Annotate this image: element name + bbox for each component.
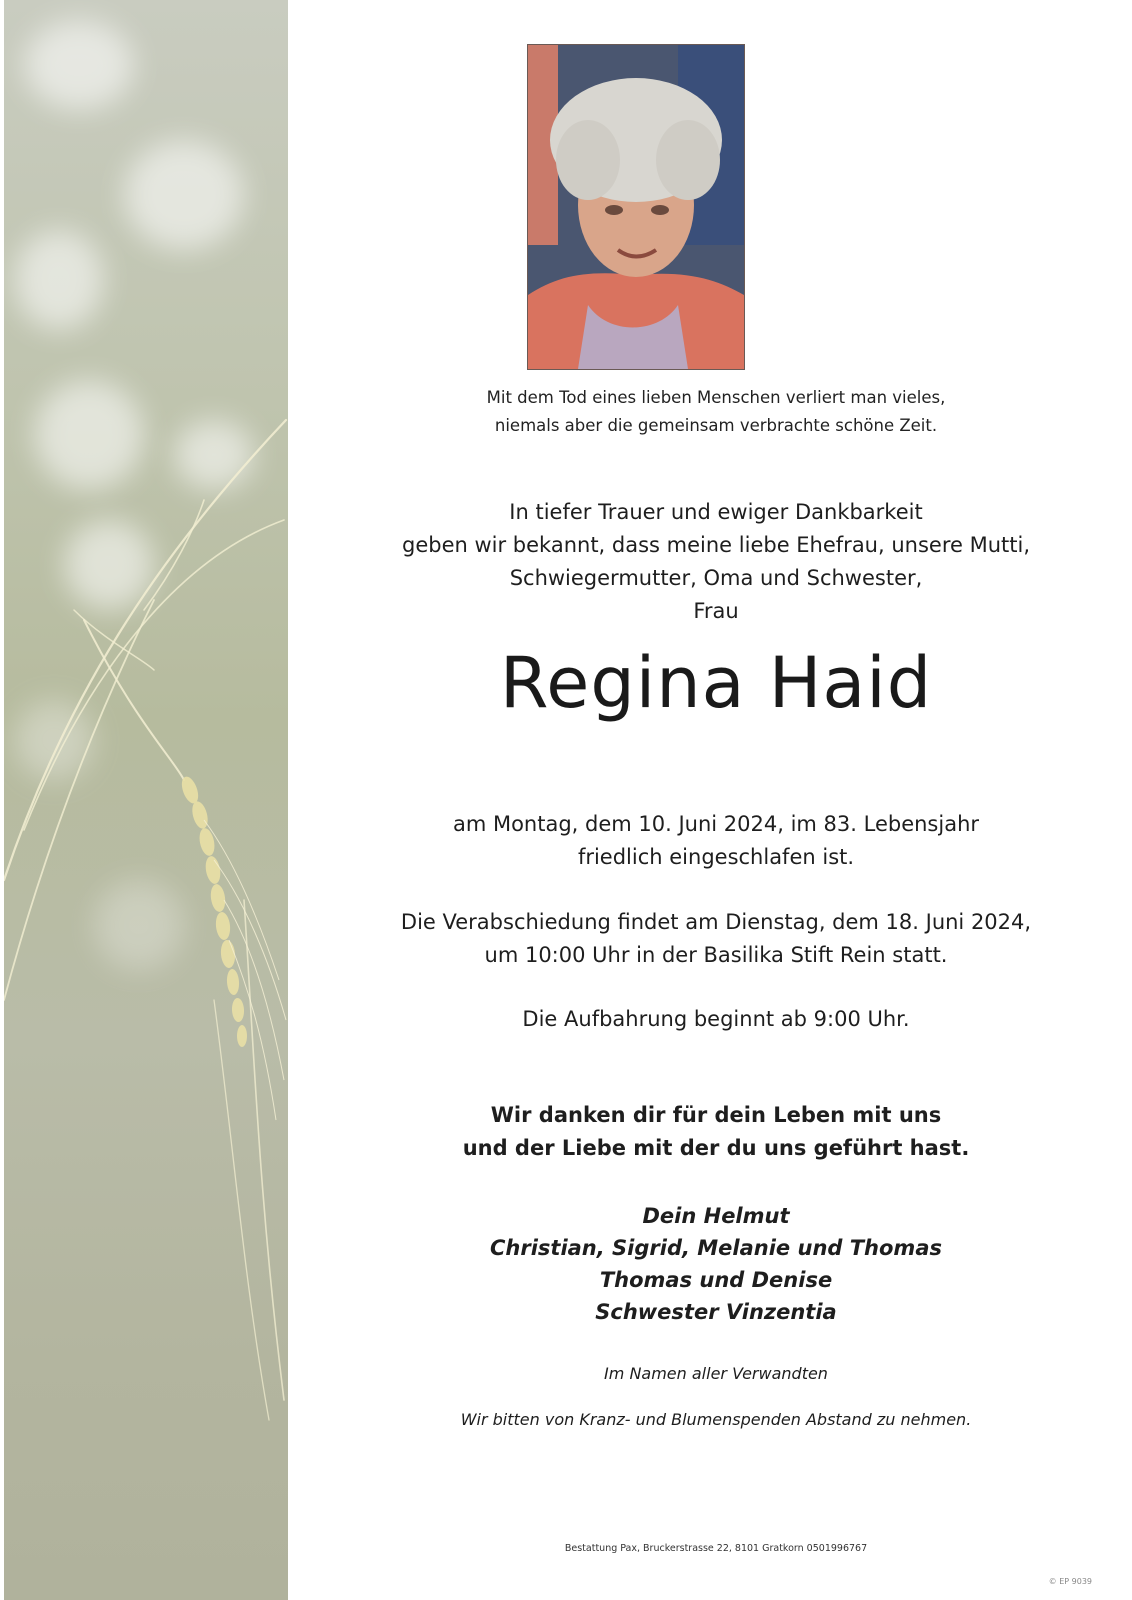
announcement-line-3: Schwiegermutter, Oma und Schwester, bbox=[509, 566, 923, 590]
mourner-2: Christian, Sigrid, Melanie und Thomas bbox=[489, 1236, 942, 1260]
announcement-line-2: geben wir bekannt, dass meine liebe Ehefrau, unsere Mutti, bbox=[401, 533, 1030, 557]
deceased-name: Regina Haid bbox=[499, 642, 933, 724]
mourner-1: Dein Helmut bbox=[642, 1204, 790, 1228]
thanks-line-2: und der Liebe mit der du uns geführt hast. bbox=[462, 1136, 970, 1160]
document-stamp: © EP 9039 bbox=[1048, 1577, 1092, 1586]
announcement-line-1: In tiefer Trauer und ewiger Dankbarkeit bbox=[509, 500, 923, 524]
mourner-3: Thomas und Denise bbox=[599, 1268, 833, 1292]
announcement-line-4: Frau bbox=[693, 599, 739, 623]
relatives-note: Im Namen aller Verwandten bbox=[604, 1364, 828, 1383]
farewell-line-1: Die Verabschiedung findet am Dienstag, dem 18. Juni 2024, bbox=[400, 910, 1032, 934]
decorative-wheat-panel bbox=[4, 0, 288, 1600]
mourner-4: Schwester Vinzentia bbox=[595, 1300, 837, 1324]
wheat-illustration bbox=[4, 0, 288, 1600]
viewing-info: Die Aufbahrung beginnt ab 9:00 Uhr. bbox=[522, 1007, 910, 1031]
farewell-line-2: um 10:00 Uhr in der Basilika Stift Rein statt. bbox=[484, 943, 948, 967]
quote-line-1: Mit dem Tod eines lieben Menschen verliert man vieles, bbox=[486, 388, 946, 407]
death-line-2: friedlich eingeschlafen ist. bbox=[577, 845, 855, 869]
death-line-1: am Montag, dem 10. Juni 2024, im 83. Lebensjahr bbox=[452, 812, 980, 836]
funeral-home-footer: Bestattung Pax, Bruckerstrasse 22, 8101 Gratkorn 0501996767 bbox=[564, 1543, 868, 1554]
obituary-text bbox=[300, 0, 1132, 1600]
quote-line-2: niemals aber die gemeinsam verbrachte schöne Zeit. bbox=[494, 416, 938, 435]
thanks-line-1: Wir danken dir für dein Leben mit uns bbox=[490, 1103, 942, 1127]
donation-note: Wir bitten von Kranz- und Blumenspenden Abstand zu nehmen. bbox=[460, 1410, 972, 1429]
